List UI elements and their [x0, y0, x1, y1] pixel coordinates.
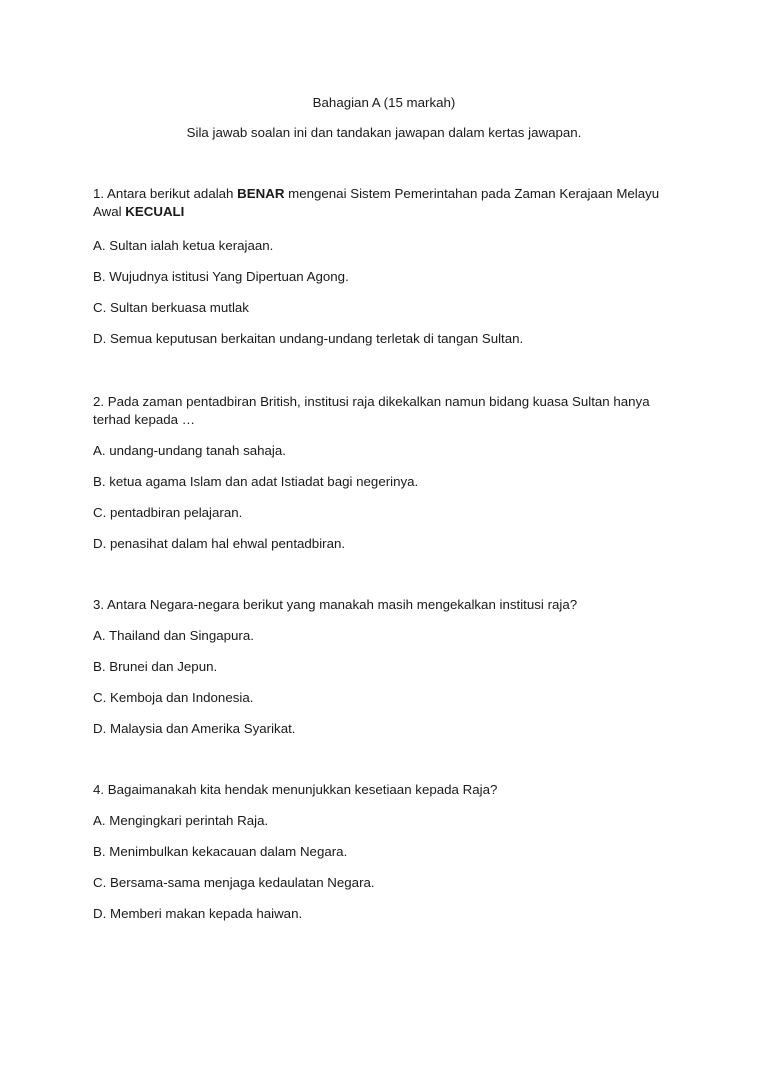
- section-title: Bahagian A (15 markah): [312, 95, 456, 110]
- question-1-option-b: B. Wujudnya istitusi Yang Dipertuan Agong.: [93, 269, 349, 284]
- question-2-option-b: B. ketua agama Islam dan adat Istiadat bagi negerinya.: [93, 474, 419, 489]
- question-1-stem-text: 1. Antara berikut adalah: [93, 186, 238, 201]
- question-1-option-c: C. Sultan berkuasa mutlak: [93, 300, 249, 315]
- question-4-option-a: A. Mengingkari perintah Raja.: [93, 813, 269, 828]
- question-4: [93, 781, 663, 799]
- question-3-option-d: D. Malaysia dan Amerika Syarikat.: [93, 721, 296, 736]
- question-3-option-c: C. Kemboja dan Indonesia.: [93, 690, 254, 705]
- question-1-stem-text-mid: mengenai Sistem Pemerintahan pada Zaman Kerajaan Melayu Awal: [93, 186, 660, 219]
- question-4-option-b: B. Menimbulkan kekacauan dalam Negara.: [93, 844, 348, 859]
- question-4-option-d: D. Memberi makan kepada haiwan.: [93, 906, 303, 921]
- question-1-option-d: D. Semua keputusan berkaitan undang-undang terletak di tangan Sultan.: [93, 331, 524, 346]
- question-4-option-c: C. Bersama-sama menjaga kedaulatan Negara.: [93, 875, 375, 890]
- question-2-option-d: D. penasihat dalam hal ehwal pentadbiran.: [93, 536, 346, 551]
- question-4-stem: 4. Bagaimanakah kita hendak menunjukkan kesetiaan kepada Raja?: [93, 782, 498, 797]
- question-1: [93, 185, 663, 221]
- question-2-option-a: A. undang-undang tanah sahaja.: [93, 443, 286, 458]
- question-2: [93, 393, 663, 429]
- question-1-stem: [93, 185, 663, 221]
- question-2-stem: 2. Pada zaman pentadbiran British, institusi raja dikekalkan namun bidang kuasa Sultan hanya terhad kepada …: [93, 394, 650, 427]
- question-3-option-a: A. Thailand dan Singapura.: [93, 628, 254, 643]
- question-1-emphasis-benar: BENAR: [237, 186, 285, 201]
- question-3-stem: 3. Antara Negara-negara berikut yang manakah masih mengekalkan institusi raja?: [93, 597, 578, 612]
- question-1-emphasis-kecuali: KECUALI: [125, 204, 185, 219]
- question-3: [93, 596, 663, 614]
- question-1-option-a: A. Sultan ialah ketua kerajaan.: [93, 238, 274, 253]
- section-instruction: Sila jawab soalan ini dan tandakan jawapan dalam kertas jawapan.: [186, 125, 582, 140]
- question-2-option-c: C. pentadbiran pelajaran.: [93, 505, 243, 520]
- question-3-option-b: B. Brunei dan Jepun.: [93, 659, 218, 674]
